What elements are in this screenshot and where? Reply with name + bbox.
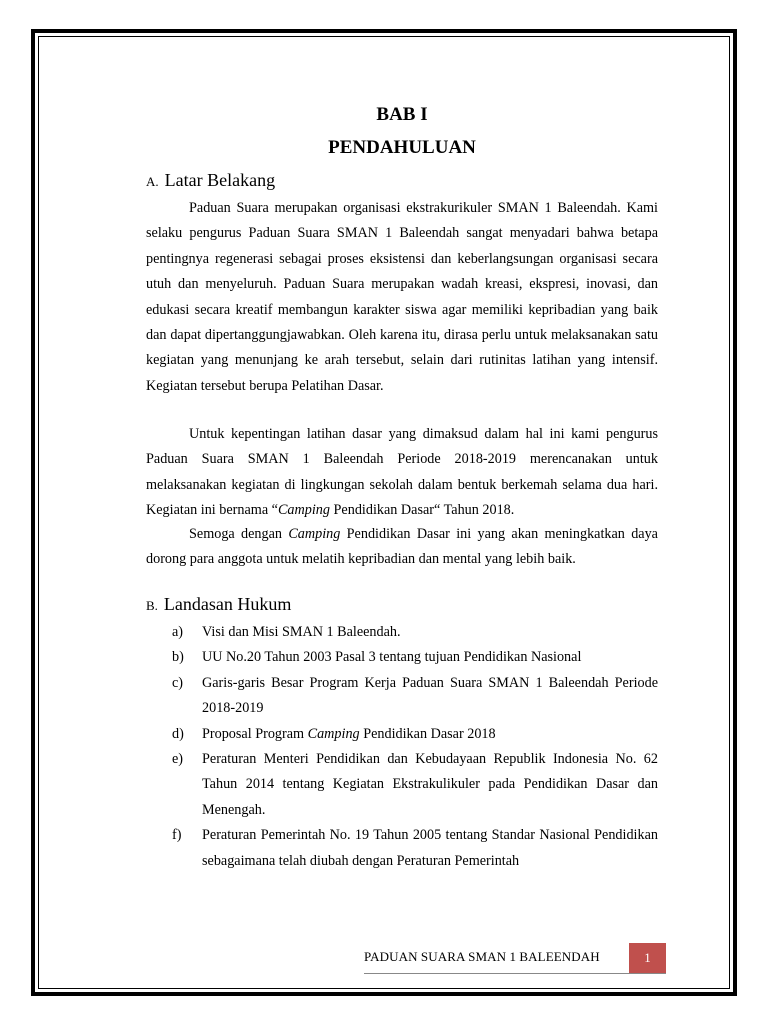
list-item — [146, 722, 658, 747]
paragraph-1: Paduan Suara merupakan organisasi ekstrakurikuler SMAN 1 Baleendah. Kami selaku pengurus Paduan Suara SMAN 1 Baleendah sangat menyadari bahwa betapa pentingnya regenerasi sebagai proses eksistensi dan keberlangsungan organisasi secara utuh dan menyeluruh. Paduan Suara merupakan wadah kreasi, ekspresi, inovasi, dan edukasi secara kreatif membangun karakter siswa agar memiliki kepribadian yang baik dan dapat dipertanggungjawabkan. Oleh karena itu, dirasa perlu untuk melaksanakan satu kegiatan yang menunjang ke arah tersebut, selain dari rutinitas latihan yang intensif. Kegiatan tersebut berupa Pelatihan Dasar. — [146, 200, 658, 394]
section-b-heading — [146, 594, 291, 615]
list-item-text-end: Pendidikan Dasar 2018 — [359, 725, 496, 742]
list-item — [146, 645, 658, 670]
section-a-heading — [146, 170, 275, 191]
list-marker: e) — [172, 751, 184, 768]
section-a-letter: A. — [146, 174, 159, 189]
paragraph-3-italic: Camping — [288, 526, 341, 542]
section-a-title: Latar Belakang — [164, 170, 276, 190]
chapter-number: BAB I — [376, 104, 428, 125]
paragraph-3 — [146, 522, 658, 573]
chapter-title: PENDAHULUAN — [328, 137, 476, 158]
list-marker: d) — [172, 725, 184, 742]
legal-basis-list — [146, 620, 658, 874]
list-item-text: Peraturan Menteri Pendidikan dan Kebudayaan Republik Indonesia No. 62 Tahun 2014 tentang Kegiatan Ekstrakulikuler pada Pendidikan Dasar dan Menengah. — [202, 751, 658, 818]
list-item-text: Visi dan Misi SMAN 1 Baleendah. — [202, 624, 401, 640]
list-item-text: Garis-garis Besar Program Kerja Paduan Suara SMAN 1 Baleendah Periode 2018-2019 — [202, 674, 658, 717]
footer-rule — [364, 973, 666, 974]
list-marker: a) — [172, 624, 184, 640]
paragraph-3-end: Pendidikan Dasar ini yang akan meningkatkan daya dorong para anggota untuk melatih kepribadian dan mental yang lebih baik. — [146, 526, 658, 568]
paragraph-2-end: Pendidikan Dasar“ Tahun 2018. — [330, 502, 515, 519]
page-footer — [364, 943, 666, 973]
list-item — [146, 671, 658, 722]
page-number: 1 — [644, 950, 651, 965]
list-item-text: Peraturan Pemerintah No. 19 Tahun 2005 tentang Standar Nasional Pendidikan sebagaimana telah diubah dengan Peraturan Pemerintah — [202, 827, 658, 869]
paragraph-3-text: Semoga dengan — [189, 526, 289, 542]
paragraph-2 — [146, 422, 658, 524]
page-number-badge — [629, 943, 666, 973]
list-marker: f) — [172, 827, 182, 844]
paragraph-2-italic: Camping — [277, 502, 330, 519]
section-b-title: Landasan Hukum — [163, 594, 292, 614]
footer-text: PADUAN SUARA SMAN 1 BALEENDAH — [364, 949, 600, 964]
section-b-letter: B. — [146, 598, 158, 613]
paragraph-2-text: Untuk kepentingan latihan dasar yang dimaksud dalam hal ini kami pengurus Paduan Suara SMAN 1 Baleendah Periode 2018-2019 merencanakan untuk melaksanakan kegiatan di lingkungan sekolah dalam bentuk berkemah selama dua hari. Kegiatan ini bernama “ — [146, 426, 658, 519]
list-item — [146, 620, 658, 645]
list-item-text: UU No.20 Tahun 2003 Pasal 3 tentang tujuan Pendidikan Nasional — [202, 649, 582, 666]
list-item — [146, 747, 658, 823]
list-item-text: Proposal Program — [202, 725, 308, 742]
list-marker: b) — [172, 649, 184, 666]
list-item-italic: Camping — [307, 725, 360, 742]
list-item — [146, 823, 658, 874]
list-marker: c) — [172, 674, 184, 691]
